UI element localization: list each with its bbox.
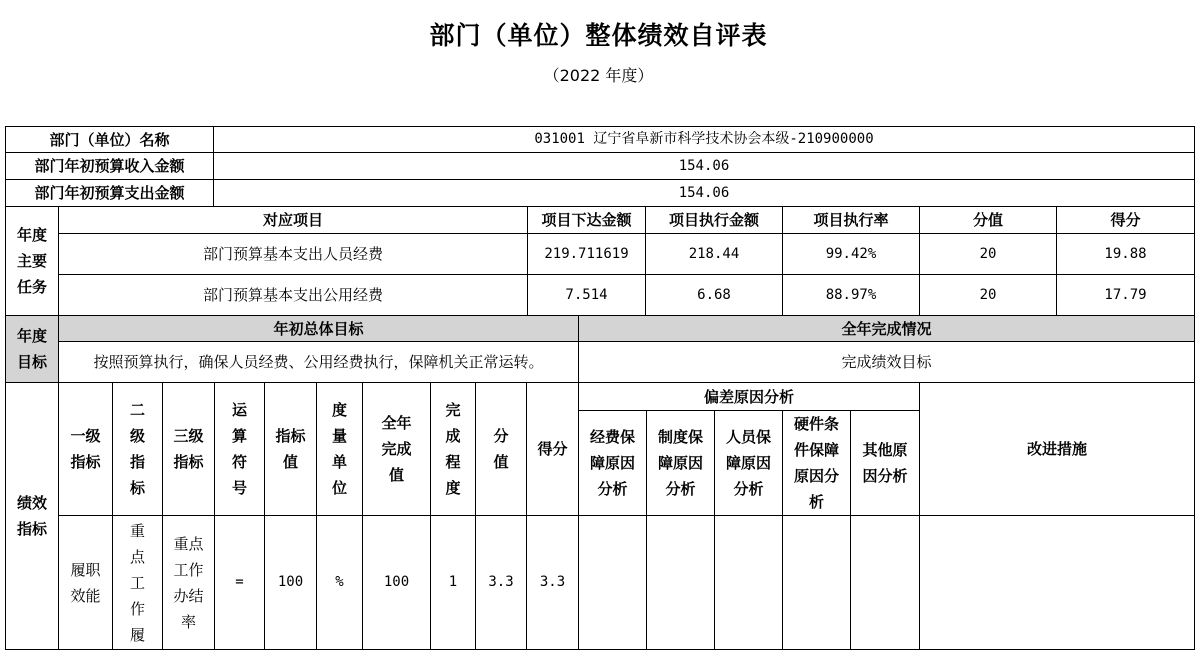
- expense-label: 部门年初预算支出金额: [6, 180, 214, 207]
- degree-value: 1: [431, 516, 476, 650]
- header-completed: 全年完成值: [363, 383, 431, 516]
- header-other: 其他原因分析: [851, 411, 920, 516]
- other-cell: [851, 516, 920, 650]
- header-personnel: 人员保障原因分析: [715, 411, 783, 516]
- header-funding: 经费保障原因分析: [579, 411, 647, 516]
- header-degree: 完成程度: [431, 383, 476, 516]
- table-row: [6, 234, 1195, 275]
- executed-amount: 6.68: [646, 275, 783, 316]
- annual-goals-table: [5, 315, 1195, 383]
- points-value: 3.3: [476, 516, 527, 650]
- operator-value: =: [215, 516, 265, 650]
- deviation-header: 偏差原因分析: [579, 383, 920, 411]
- score: 17.79: [1057, 275, 1195, 316]
- income-label: 部门年初预算收入金额: [6, 153, 214, 180]
- system-cell: [647, 516, 715, 650]
- header-level1: 一级指标: [59, 383, 113, 516]
- header-allocated: 项目下达金额: [528, 207, 646, 234]
- unit-name-value: 031001 辽宁省阜新市科学技术协会本级-210900000: [214, 127, 1195, 153]
- improve-cell: [920, 516, 1195, 650]
- level3-value: 重点工作办结率: [163, 516, 215, 650]
- completion-header: 全年完成情况: [579, 316, 1195, 342]
- header-score: 得分: [527, 383, 579, 516]
- header-level2: 二级指标: [113, 383, 163, 516]
- header-score: 得分: [1057, 207, 1195, 234]
- page-title: 部门（单位）整体绩效自评表: [429, 21, 768, 50]
- score-value: 3.3: [527, 516, 579, 650]
- header-hardware: 硬件条件保障原因分析: [783, 411, 851, 516]
- report-year: （2022 年度）: [543, 66, 654, 85]
- unit-name-label: 部门（单位）名称: [6, 127, 214, 153]
- executed-amount: 218.44: [646, 234, 783, 275]
- level1-value: 履职效能: [59, 516, 113, 650]
- personnel-cell: [715, 516, 783, 650]
- indicators-label: 绩效指标: [6, 383, 59, 650]
- completed-value: 100: [363, 516, 431, 650]
- table-row: [6, 275, 1195, 316]
- header-operator: 运算符号: [215, 383, 265, 516]
- project-name: 部门预算基本支出人员经费: [59, 234, 528, 275]
- annual-goals-label: 年度目标: [6, 316, 59, 383]
- table-row: [6, 516, 1195, 650]
- execution-rate: 88.97%: [783, 275, 920, 316]
- indicator-value: 100: [265, 516, 317, 650]
- annual-tasks-table: [5, 206, 1195, 316]
- level2-value: 重点工作履: [113, 516, 163, 650]
- expense-value: 154.06: [214, 180, 1195, 207]
- goal-header: 年初总体目标: [59, 316, 579, 342]
- execution-rate: 99.42%: [783, 234, 920, 275]
- completion-text: 完成绩效目标: [579, 342, 1195, 383]
- goal-text: 按照预算执行，确保人员经费、公用经费执行，保障机关正常运转。: [59, 342, 579, 383]
- income-value: 154.06: [214, 153, 1195, 180]
- score: 19.88: [1057, 234, 1195, 275]
- unit-value: %: [317, 516, 363, 650]
- score-value: 20: [920, 275, 1057, 316]
- header-system: 制度保障原因分析: [647, 411, 715, 516]
- hardware-cell: [783, 516, 851, 650]
- annual-tasks-label: 年度主要任务: [6, 207, 59, 316]
- score-value: 20: [920, 234, 1057, 275]
- header-level3: 三级指标: [163, 383, 215, 516]
- allocated-amount: 7.514: [528, 275, 646, 316]
- header-executed: 项目执行金额: [646, 207, 783, 234]
- header-value: 指标值: [265, 383, 317, 516]
- project-name: 部门预算基本支出公用经费: [59, 275, 528, 316]
- funding-cell: [579, 516, 647, 650]
- header-rate: 项目执行率: [783, 207, 920, 234]
- header-score-value: 分值: [920, 207, 1057, 234]
- indicators-table: [5, 382, 1195, 650]
- header-unit: 度量单位: [317, 383, 363, 516]
- allocated-amount: 219.711619: [528, 234, 646, 275]
- header-points: 分值: [476, 383, 527, 516]
- header-project: 对应项目: [59, 207, 528, 234]
- header-improve: 改进措施: [920, 383, 1195, 516]
- unit-info-table: [5, 126, 1195, 207]
